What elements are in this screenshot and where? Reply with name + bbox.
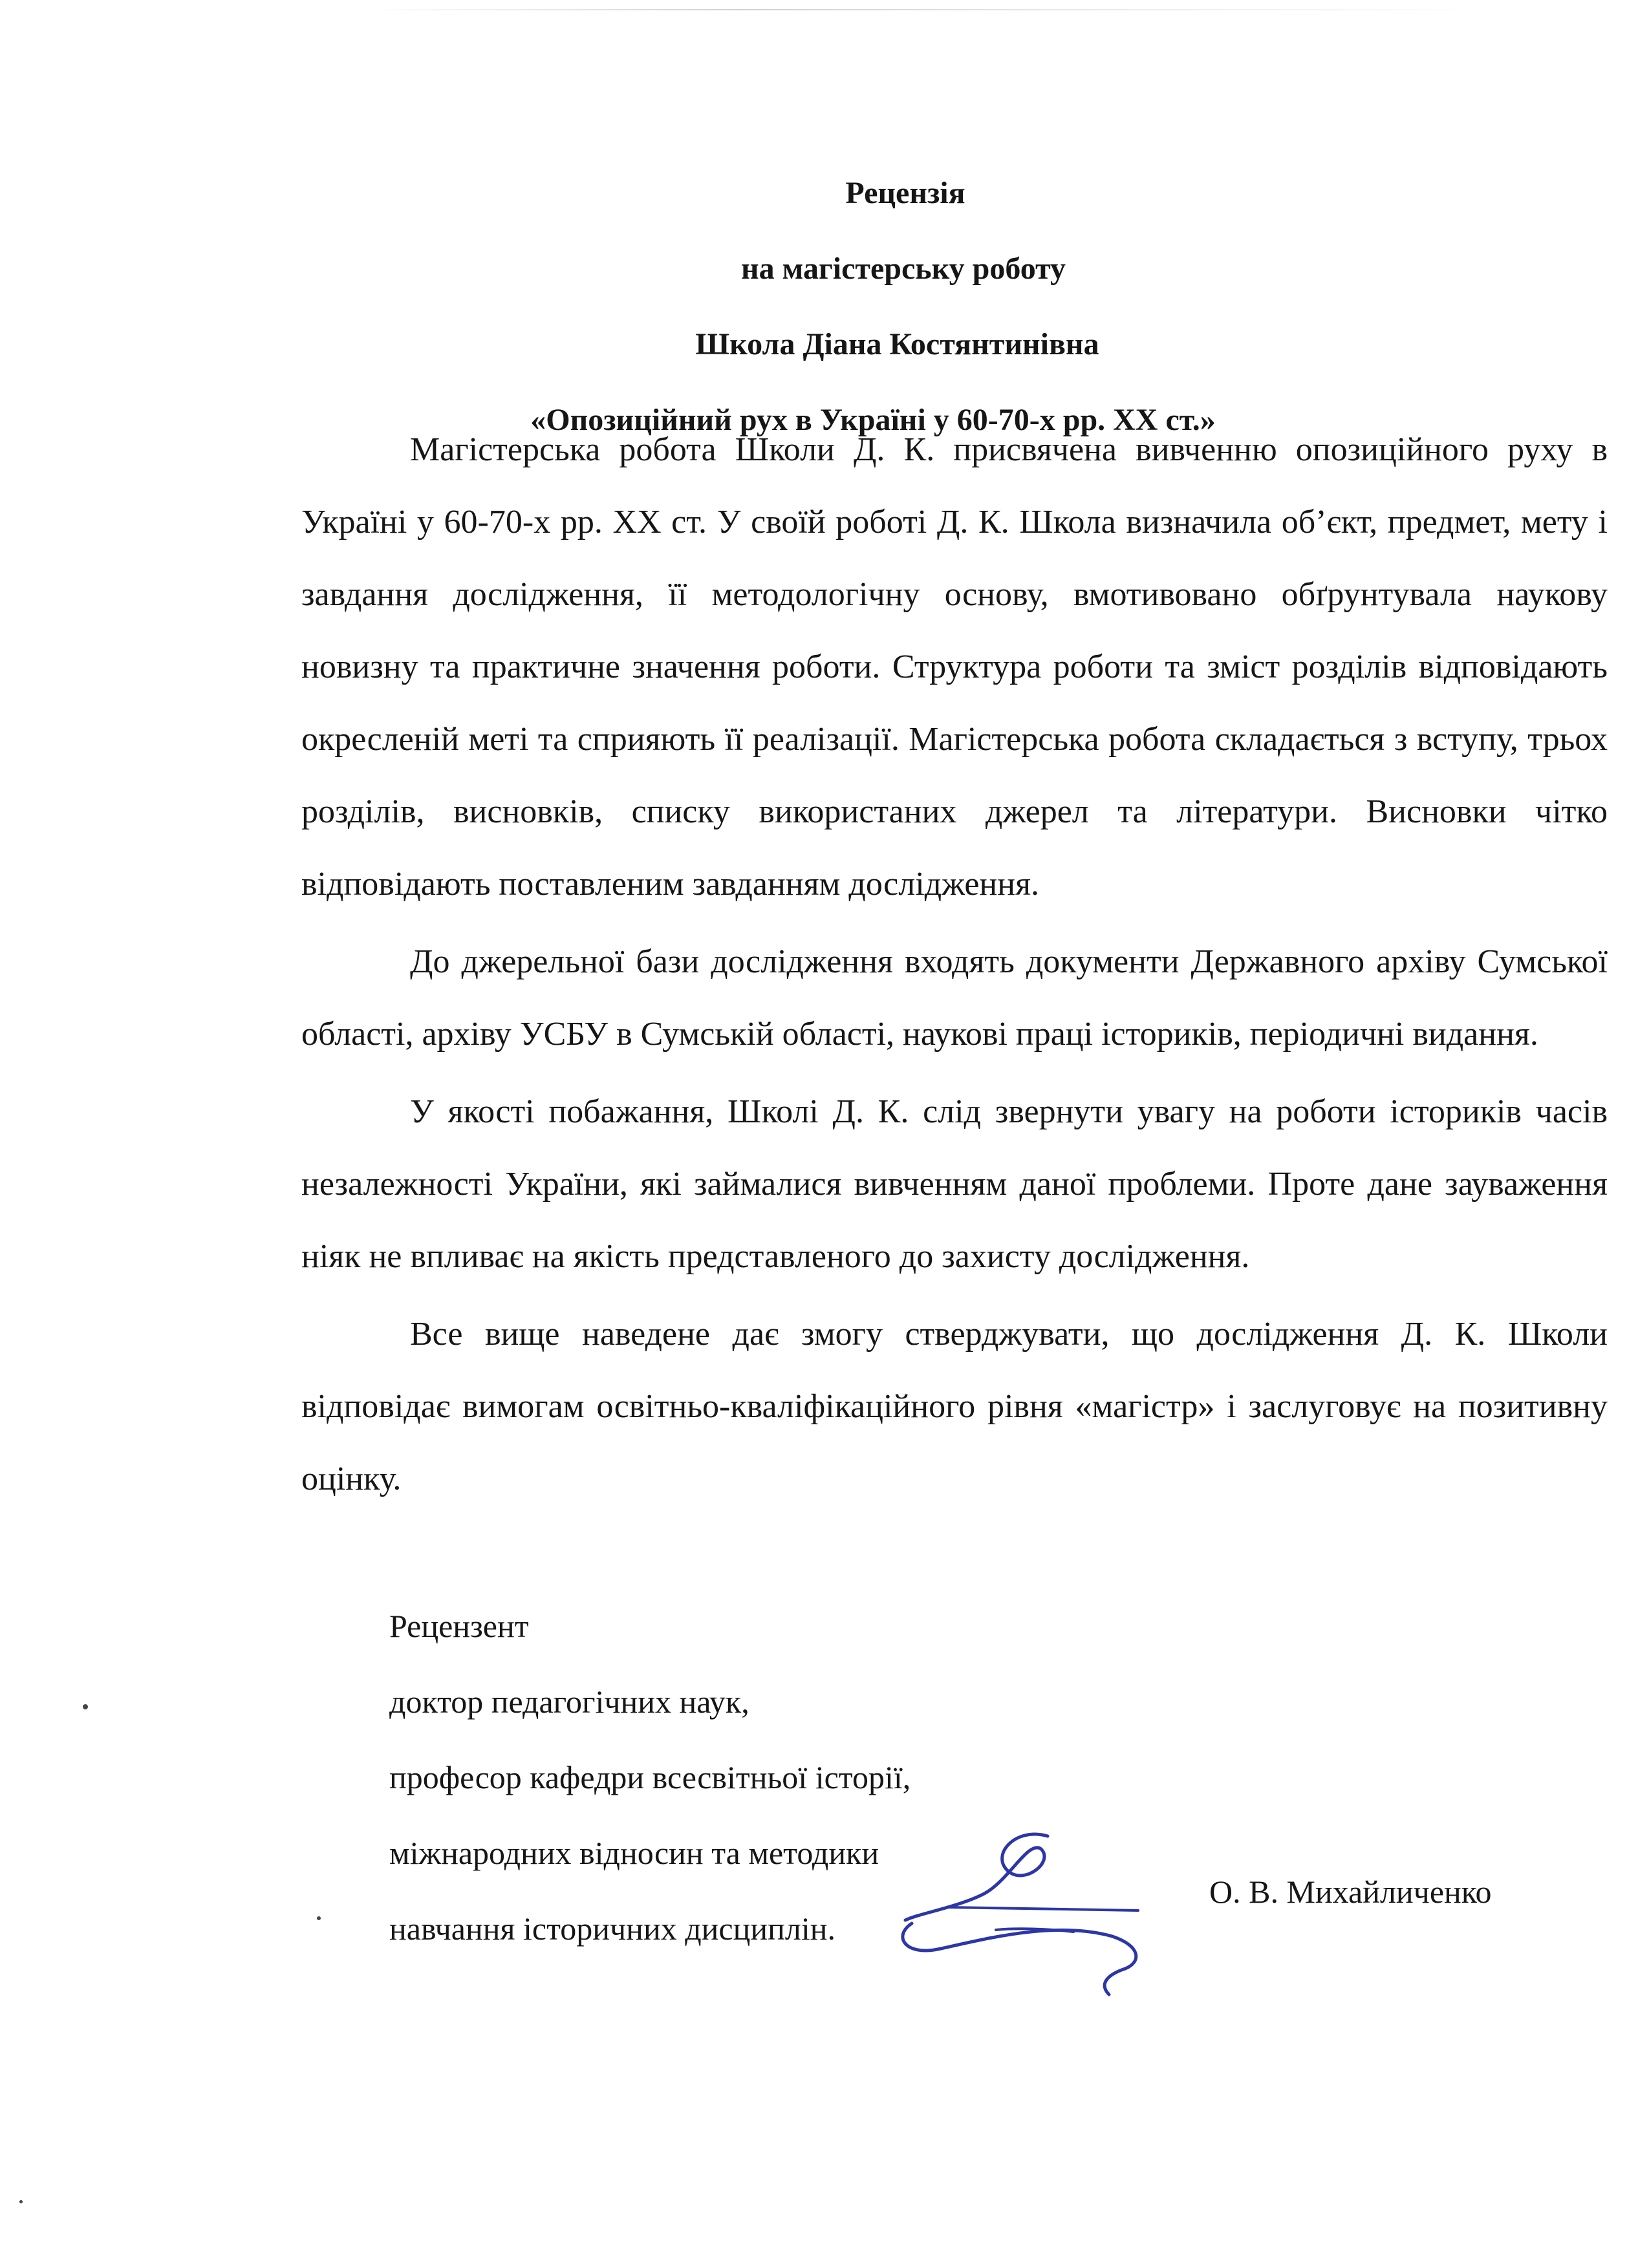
- reviewer-name: О. В. Михайличенко: [1209, 1874, 1492, 1910]
- paragraph-conclusion: Все вище наведене дає змогу стверджувати, що дослідження Д. К. Школи відповідає вимогам освітньо-кваліфікаційного рівня «магістр» і заслуговує на позитивну оцінку.: [301, 1316, 1608, 1497]
- student-name: Школа Діана Костянтинівна: [695, 327, 1099, 361]
- handwritten-signature: [886, 1810, 1164, 2004]
- paragraph-structure: Магістерська робота Школи Д. К. присвячена вивченню опозиційного руху в Україні у 60-70-х рр. ХХ ст. У своїй роботі Д. К. Школа визначила об’єкт, предмет, мету і завдання дослідження, її методологічну основу, вмотивовано обґрунтувала наукову новизну та практичне значення роботи. Структура роботи та зміст розділів відповідають окресленій меті та сприяють її реалізації. Магістерська робота складається з вступу, трьох розділів, висновків, списку використаних джерел та літератури. Висновки чітко відповідають поставленим завданням дослідження.: [301, 431, 1608, 903]
- reviewer-position: професор кафедри всесвітньої історії,: [389, 1759, 911, 1795]
- scan-speck: [317, 1916, 321, 1920]
- paragraph-recommendation: У якості побажання, Школі Д. К. слід звернути увагу на роботи істориків часів незалежності України, які займалися вивченням даної проблеми. Проте дане зауваження ніяк не впливає на якість представленого до захисту дослідження.: [301, 1093, 1608, 1275]
- reviewer-degree: доктор педагогічних наук,: [389, 1684, 749, 1720]
- thesis-title: «Опозиційний рух в Україні у 60-70-х рр. ХХ ст.»: [530, 403, 1216, 437]
- paragraph-sources: До джерельної бази дослідження входять документи Державного архіву Сумської області, архіву УСБУ в Сумській області, наукові праці істориків, періодичні видання.: [301, 943, 1608, 1053]
- review-body: [301, 414, 1608, 1515]
- scan-speck: [83, 1704, 88, 1709]
- reviewer-credentials: [389, 1589, 911, 1967]
- review-title: Рецензія: [845, 176, 965, 210]
- reviewer-department-end: навчання історичних дисциплін.: [389, 1910, 835, 1947]
- reviewer-label: Рецензент: [389, 1608, 529, 1644]
- scan-top-edge-line: [362, 9, 1500, 10]
- scan-speck: [19, 2200, 23, 2203]
- review-title-block: [0, 155, 1649, 458]
- reviewer-department: міжнародних відносин та методики: [389, 1835, 879, 1871]
- review-subtitle: на магістерську роботу: [740, 251, 1066, 286]
